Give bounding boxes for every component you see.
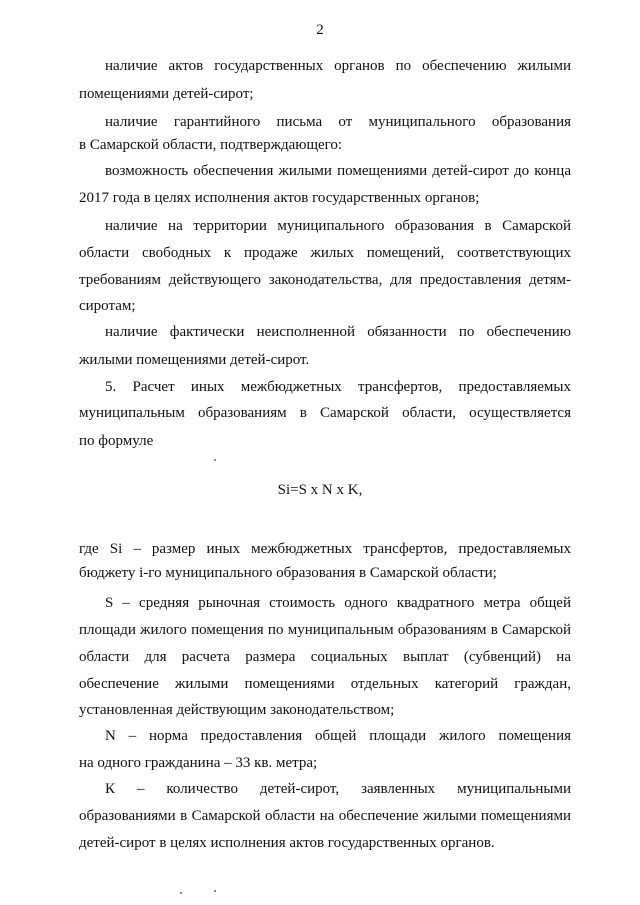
text-line: установленная действующим законодательством; — [79, 702, 395, 718]
scan-speck — [180, 892, 182, 894]
formula: Si=S x N x K, — [277, 482, 363, 498]
text-line: жилыми помещениями детей-сирот. — [79, 352, 310, 368]
text-line: по формуле — [79, 433, 154, 449]
text-line: обеспечение жилыми помещениями отдельных категорий граждан, — [79, 676, 571, 692]
text-line: наличие актов государственных органов по обеспечению жилыми — [105, 58, 571, 74]
text-line: помещениями детей-сирот; — [79, 86, 254, 102]
text-line: бюджету i-го муниципального образования в Самарской области; — [79, 565, 497, 581]
text-line: 5. Расчет иных межбюджетных трансфертов, предоставляемых — [105, 379, 571, 395]
text-line: наличие фактически неисполненной обязанности по обеспечению — [105, 324, 571, 340]
text-line: в Самарской области, подтверждающего: — [79, 137, 343, 153]
text-line: области свободных к продаже жилых помещений, соответствующих — [79, 245, 571, 261]
text-line: детей-сирот в целях исполнения актов государственных органов. — [79, 835, 495, 851]
scan-speck — [214, 890, 216, 892]
text-line: К – количество детей-сирот, заявленных муниципальными — [105, 781, 571, 797]
text-line: площади жилого помещения по муниципальным образованиям в Самарской — [79, 622, 571, 638]
text-line: сиротам; — [79, 298, 136, 314]
text-line: наличие гарантийного письма от муниципального образования — [105, 114, 571, 130]
text-line: области для расчета размера социальных выплат (субвенций) на — [79, 649, 571, 665]
text-line: S – средняя рыночная стоимость одного квадратного метра общей — [105, 595, 571, 611]
text-line: на одного гражданина – 33 кв. метра; — [79, 755, 318, 771]
text-line: наличие на территории муниципального образования в Самарской — [105, 218, 571, 234]
text-line: где Si – размер иных межбюджетных трансфертов, предоставляемых — [79, 541, 571, 557]
text-line: 2017 года в целях исполнения актов государственных органов; — [79, 190, 480, 206]
text-line: муниципальным образованиям в Самарской области, осуществляется — [79, 405, 571, 421]
text-line: N – норма предоставления общей площади жилого помещения — [105, 728, 571, 744]
text-line: требованиям действующего законодательства, для предоставления детям- — [79, 272, 571, 288]
page-number: 2 — [316, 22, 324, 38]
scan-speck — [214, 459, 216, 461]
text-line: возможность обеспечения жилыми помещениями детей-сирот до конца — [105, 163, 571, 179]
text-line: образованиями в Самарской области на обеспечение жилыми помещениями — [79, 808, 571, 824]
